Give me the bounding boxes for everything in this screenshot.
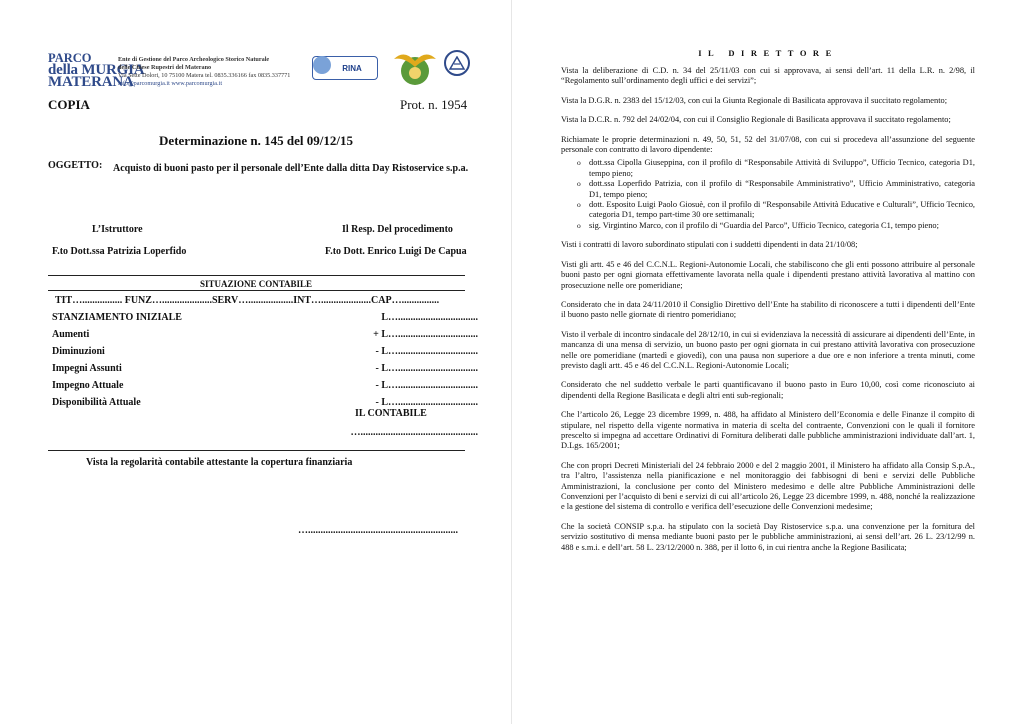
paragraph: Richiamate le proprie determinazioni n. 49, 50, 51, 52 del 31/07/08, con cui si procedeva all’assunzione del seguente personale con contratto di lavoro dipendente:: [561, 134, 975, 155]
row-label-stanziamento: STANZIAMENTO INIZIALE: [52, 312, 182, 323]
paragraph: Considerato che in data 24/11/2010 il Consiglio Direttivo dell’Ente ha stabilito di riconoscere a tutti i dipendenti dell’Ente il buono pasto nelle giornate di rientro pomeridiano;: [561, 299, 975, 320]
entity-header: [118, 56, 308, 88]
responsabile-name: F.to Dott. Enrico Luigi De Capua: [325, 246, 467, 257]
row-label-impegno-attuale: Impegno Attuale: [52, 380, 124, 391]
globe-icon: [313, 56, 331, 74]
paragraph: Vista la D.G.R. n. 2383 del 15/12/03, con cui la Giunta Regionale di Basilicata approvava il succitato regolamento;: [561, 95, 948, 105]
final-signature-line: …............................................................: [298, 525, 458, 536]
copia-label: COPIA: [48, 97, 90, 112]
unesco-emblem-icon: [444, 50, 470, 76]
employee-item: o dott.ssa Cipolla Giuseppina, con il profilo di “Responsabile Attività di Sviluppo”, Ufficio Tecnico, categoria D1, tempo pieno;: [589, 158, 975, 179]
logo-line-2: della MURGIA: [48, 62, 145, 78]
eagle-emblem-icon: [392, 47, 438, 87]
row-label-disponibilita: Disponibilità Attuale: [52, 397, 141, 408]
paragraph: Visti gli artt. 45 e 46 del C.C.N.L. Regioni-Autonomie Locali, che stabiliscono che gli enti possono attribuire al personale buoni pasto per ogni giornata effettivamente lavorata nella quale i dipendenti prestano attività lavorativa al mattino con prosecuzione nelle ore pomeridiane;: [561, 259, 975, 290]
row-value-aumenti: + L…................................: [373, 329, 478, 340]
contabile-label: IL CONTABILE: [355, 408, 427, 419]
right-page-body: [561, 66, 975, 562]
logo-line-3: MATERANA: [48, 74, 134, 90]
accounting-codes: TIT…................ FUNZ…....................SERV…..................INT…....................CAP…...............: [55, 295, 440, 306]
employee-item: o sig. Virgintino Marco, con il profilo di “Guardia del Parco”, Ufficio Tecnico, categoria C1, tempo pieno;: [589, 221, 975, 231]
istruttore-label: L’Istruttore: [92, 224, 143, 235]
divider-line: [48, 450, 465, 451]
paragraph: Che l’articolo 26, Legge 23 dicembre 1999, n. 488, ha affidato al Ministero dell’Economia e delle Finanze il compito di stipulare, nel rispetto della vigente normativa in materia di scelta del contraente, Convenzioni con le quali il fornitore prescelto si impegna ad accettare Ordinativi di Fornitura deliberati dalle pubbliche amministrazioni individuate dall’art. 1, D.Lgs. 165/2001;: [561, 410, 975, 451]
divider-line: [48, 275, 465, 276]
paragraph: Visto il verbale di incontro sindacale del 28/12/10, in cui si evidenziava la necessità di assicurare ai dipendenti dell’Ente, in mancanza di una mensa di servizio, un buono pasto per ogni giornata in cui prestano attività lavorativa con prosecuzione nelle ore pomeridiane (martedì e giovedì), con una pausa non superiore a due ore e non inferiore a trenta minuti, come previsto dagli artt. 45 e 46 del C.C.N.L. Regioni-Autonomie Locali;: [561, 329, 975, 370]
row-label-impegni-assunti: Impegni Assunti: [52, 363, 122, 374]
entity-address: Via Sette Dolori, 10 75100 Matera tel. 0835.336166 fax 0835.337771: [118, 72, 291, 79]
row-label-aumenti: Aumenti: [52, 329, 90, 340]
paragraph: Considerato che nel suddetto verbale le parti quantificavano il buono pasto in Euro 10,00, così come riconosciuto ai dipendenti della Regione Basilicata e degli altri enti sub-regionali;: [561, 380, 975, 400]
contabile-signature-line: …...............................................: [350, 427, 478, 438]
situazione-title: SITUAZIONE CONTABILE: [199, 279, 313, 289]
vista-regolarita-text: Vista la regolarità contabile attestante la copertura finanziaria: [86, 457, 353, 468]
paragraph: Che con propri Decreti Ministeriali del 24 febbraio 2000 e del 2 maggio 2001, il Ministero ha affidato alla Consip S.p.A., tra l’altro, l’assistenza nella pianificazione e nel monitoraggio dei fabbisogni di beni e servizi delle Pubbliche Amministrazioni, la conclusione per conto del Ministero medesimo e delle altre Pubbliche Amministrazioni delle Convenzioni per l’acquisto di beni e servizi di cui all’articolo 26, Legge 23 dicembre 1999, n. 488, nonché la realizzazione e la gestione del sistema di controllo e verifica dell’esecuzione delle Convenzioni medesime;: [561, 460, 975, 512]
row-value-diminuzioni: - L…................................: [375, 346, 478, 357]
paragraph: Visti i contratti di lavoro subordinato stipulati con i suddetti dipendenti in data 21/10/08;: [561, 240, 858, 250]
rina-badge-text: RINA: [342, 63, 362, 73]
employee-item: o dott.ssa Loperfido Patrizia, con il profilo di “Responsabile Amministrativo”, Ufficio Amministrativo, categoria D1, tempo pieno;: [589, 179, 975, 200]
paragraph: Che la società CONSIP s.p.a. ha stipulato con la società Day Ristoservice s.p.a. una convenzione per la fornitura del servizio sostitutivo di mensa mediante buoni pasto per le pubbliche amministrazioni, ai sensi dell’art. 26 L. 23/12/99 n. 488 e s.m.i. e dell’art. 58 L. 23/12/2000 n. 388, per il lotto 6, in cui rientra anche la Regione Basilicata;: [561, 521, 975, 552]
responsabile-label: Il Resp. Del procedimento: [342, 224, 453, 235]
direttore-title: IL DIRETTORE: [698, 48, 838, 58]
logo-line-1: PARCO: [48, 51, 92, 65]
employee-item: o dott. Esposito Luigi Paolo Giosuè, con il profilo di “Responsabile Attività Educative e Culturali”, Ufficio Tecnico, categoria D1, tempo part-time 30 ore settimanali;: [589, 200, 975, 221]
row-value-disponibilita: - L…................................: [375, 397, 478, 408]
row-value-stanziamento: L…................................: [381, 312, 478, 323]
page-divider: [511, 0, 512, 724]
subject-label: OGGETTO:: [48, 160, 103, 171]
paragraph: Vista la deliberazione di C.D. n. 34 del 25/11/03 con cui si approvava, ai sensi dell’art. 11 della L.R. n. 2/98, il “Regolamento sull’ordinamento degli uffici e dei servizi”;: [561, 66, 975, 86]
entity-name-1: Ente di Gestione del Parco Archeologico Storico Naturale: [118, 56, 270, 63]
employee-list: [561, 158, 975, 231]
subject-text: Acquisto di buoni pasto per il personale dell’Ente dalla ditta Day Ristoservice s.p.a.: [113, 163, 469, 174]
paragraph: Vista la D.C.R. n. 792 del 24/02/04, con cui il Consiglio Regionale di Basilicata approvava il succitato regolamento;: [561, 115, 951, 125]
protocol-number: Prot. n. 1954: [400, 97, 468, 112]
determination-title: Determinazione n. 145 del 09/12/15: [159, 133, 353, 148]
entity-contacts: info@parcomurgia.it www.parcomurgia.it: [118, 80, 223, 87]
istruttore-name: F.to Dott.ssa Patrizia Loperfido: [52, 246, 187, 257]
row-value-impegni-assunti: - L…................................: [375, 363, 478, 374]
entity-name-2: delle Chiese Rupestri del Materano: [118, 64, 212, 71]
row-value-impegno-attuale: - L…................................: [375, 380, 478, 391]
row-label-diminuzioni: Diminuzioni: [52, 346, 105, 357]
divider-line: [48, 290, 465, 291]
